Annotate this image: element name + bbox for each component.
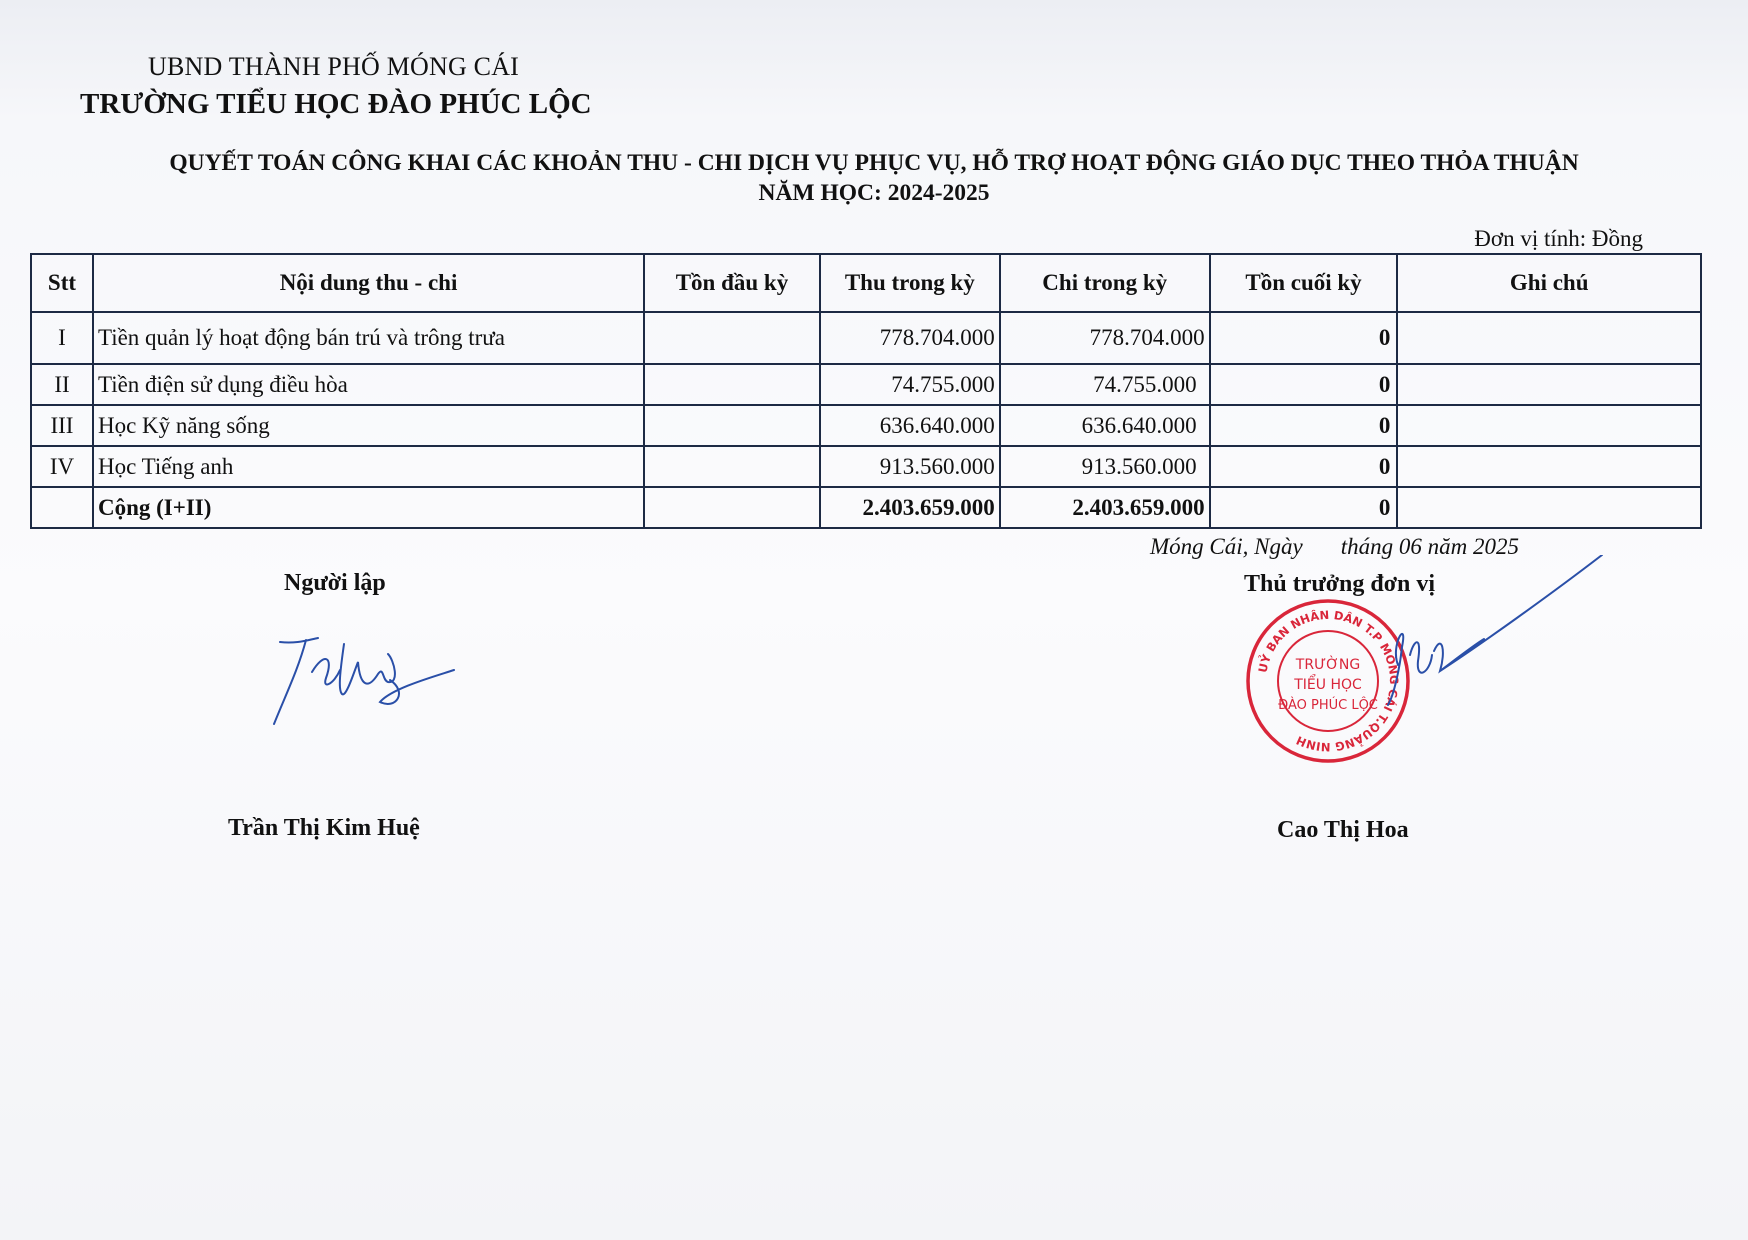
place-date-part1: Móng Cái, Ngày	[1150, 534, 1303, 559]
title-line-1: QUYẾT TOÁN CÔNG KHAI CÁC KHOẢN THU - CHI DỊCH VỤ PHỤC VỤ, HỖ TRỢ HOẠT ĐỘNG GIÁO DỤC THEO THỎA THUẬN	[169, 150, 1579, 176]
authority-name: UBND THÀNH PHỐ MÓNG CÁI	[148, 52, 520, 81]
cell-stt: IV	[31, 446, 93, 487]
stamp-line-3: ĐÀO PHÚC LỘC	[1278, 698, 1378, 713]
stamp-line-1: TRƯỜNG	[1295, 657, 1361, 673]
header-income: Thu trong kỳ	[820, 254, 1000, 312]
cell-note	[1397, 487, 1701, 528]
header-note: Ghi chú	[1397, 254, 1701, 312]
header-content: Nội dung thu - chi	[93, 254, 644, 312]
header-opening: Tồn đầu kỳ	[644, 254, 820, 312]
cell-expense: 2.403.659.000	[1000, 487, 1210, 528]
preparer-name: Trần Thị Kim Huệ	[228, 815, 420, 841]
preparer-label: Người lập	[284, 570, 386, 596]
cell-opening	[644, 312, 820, 364]
cell-expense: 636.640.000	[1000, 405, 1210, 446]
cell-opening	[644, 364, 820, 405]
cell-content: Tiền quản lý hoạt động bán trú và trông trưa	[93, 312, 644, 364]
cell-opening	[644, 487, 820, 528]
cell-note	[1397, 312, 1701, 364]
cell-stt	[31, 487, 93, 528]
preparer-signature	[268, 632, 458, 732]
settlement-table	[30, 253, 1702, 529]
table-total-row	[31, 487, 1701, 528]
cell-content: Học Tiếng anh	[93, 446, 644, 487]
cell-note	[1397, 405, 1701, 446]
cell-content: Cộng (I+II)	[93, 487, 644, 528]
cell-income: 2.403.659.000	[820, 487, 1000, 528]
cell-stt: II	[31, 364, 93, 405]
head-label: Thủ trưởng đơn vị	[1244, 571, 1436, 597]
stamp-line-2: TIỂU HỌC	[1294, 677, 1362, 693]
cell-income: 636.640.000	[820, 405, 1000, 446]
cell-opening	[644, 405, 820, 446]
school-name: TRƯỜNG TIỂU HỌC ĐÀO PHÚC LỘC	[80, 88, 592, 120]
cell-stt: I	[31, 312, 93, 364]
stamp-ring-text: UỶ BAN NHÂN DÂN T.P MÓNG CÁI T.QUẢNG NINH	[1255, 607, 1402, 755]
header-stt: Stt	[31, 254, 93, 312]
table-row	[31, 364, 1701, 405]
place-date-part2: tháng 06 năm 2025	[1340, 534, 1519, 559]
table-header-row	[31, 254, 1701, 312]
table-row	[31, 312, 1701, 364]
header-closing: Tồn cuối kỳ	[1210, 254, 1398, 312]
cell-closing: 0	[1210, 312, 1398, 364]
cell-closing: 0	[1210, 364, 1398, 405]
cell-expense: 778.704.000	[1000, 312, 1210, 364]
cell-content: Tiền điện sử dụng điều hòa	[93, 364, 644, 405]
cell-content: Học Kỹ năng sống	[93, 405, 644, 446]
unit-note: Đơn vị tính: Đồng	[1474, 226, 1643, 251]
cell-income: 74.755.000	[820, 364, 1000, 405]
cell-income: 778.704.000	[820, 312, 1000, 364]
cell-income: 913.560.000	[820, 446, 1000, 487]
cell-expense: 913.560.000	[1000, 446, 1210, 487]
cell-expense: 74.755.000	[1000, 364, 1210, 405]
cell-opening	[644, 446, 820, 487]
cell-note	[1397, 364, 1701, 405]
head-signature	[1380, 555, 1630, 755]
cell-closing: 0	[1210, 487, 1398, 528]
title-line-2: NĂM HỌC: 2024-2025	[758, 180, 990, 206]
header-expense: Chi trong kỳ	[1000, 254, 1210, 312]
document-title	[0, 148, 1748, 208]
table-row	[31, 405, 1701, 446]
cell-closing: 0	[1210, 405, 1398, 446]
table-row	[31, 446, 1701, 487]
cell-note	[1397, 446, 1701, 487]
cell-closing: 0	[1210, 446, 1398, 487]
cell-stt: III	[31, 405, 93, 446]
head-name: Cao Thị Hoa	[1277, 817, 1409, 843]
